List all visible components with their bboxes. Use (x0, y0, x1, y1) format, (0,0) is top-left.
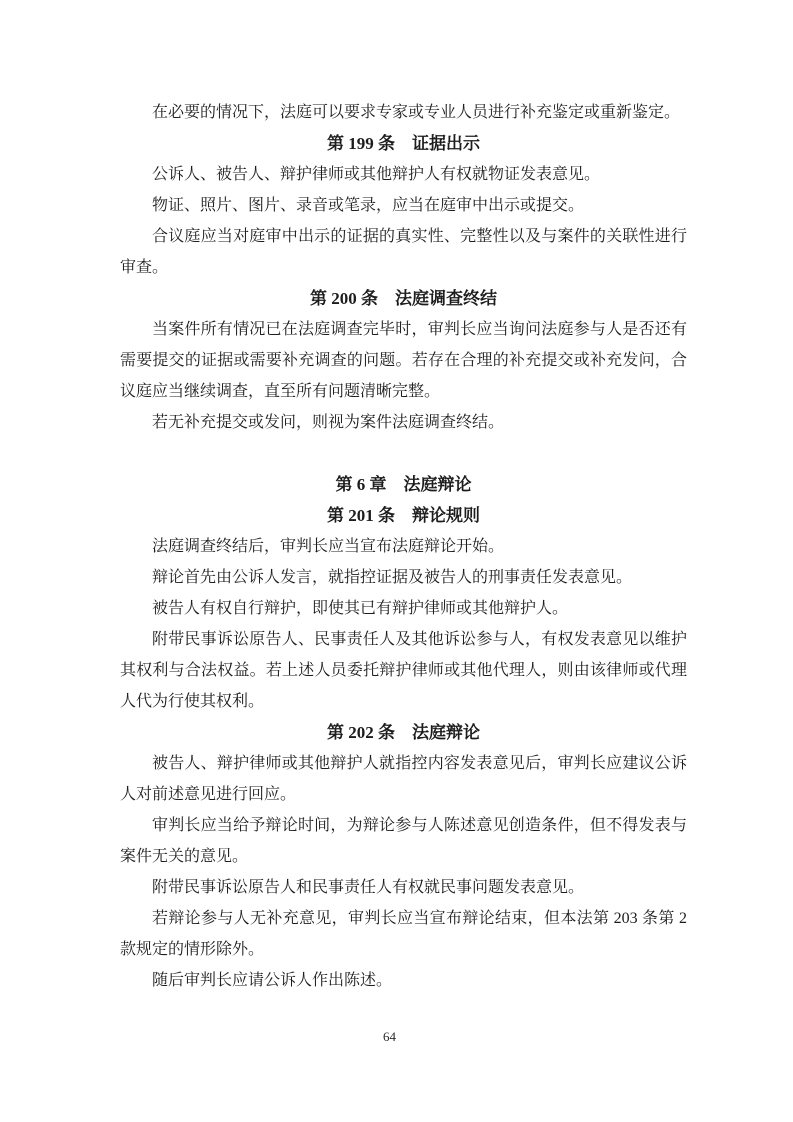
blank-line (120, 438, 687, 469)
paragraph: 附带民事诉讼原告人和民事责任人有权就民事问题发表意见。 (152, 879, 585, 896)
article-heading-199: 第 199 条 证据出示 (327, 134, 480, 153)
paragraph: 合议庭应当对庭审中出示的证据的真实性、完整性以及与案件的关联性进行审查。 (120, 228, 687, 276)
paragraph: 被告人有权自行辩护，即使其已有辩护律师或其他辩护人。 (152, 600, 569, 617)
paragraph: 在必要的情况下，法庭可以要求专家或专业人员进行补充鉴定或重新鉴定。 (152, 104, 681, 121)
page-number: 64 (383, 1029, 396, 1044)
chapter-heading-6: 第 6 章 法庭辩论 (335, 475, 472, 494)
paragraph: 辩论首先由公诉人发言，就指控证据及被告人的刑事责任发表意见。 (152, 569, 633, 586)
article-heading-202: 第 202 条 法庭辩论 (327, 723, 480, 742)
article-heading-201: 第 201 条 辩论规则 (327, 506, 480, 525)
document-body (120, 97, 687, 996)
paragraph: 当案件所有情况已在法庭调查完毕时，审判长应当询问法庭参与人是否还有需要提交的证据或需要补充调查的问题。若存在合理的补充提交或补充发问，合议庭应当继续调查，直至所有问题清晰完整。 (120, 321, 687, 400)
paragraph: 审判长应当给予辩论时间，为辩论参与人陈述意见创造条件，但不得发表与案件无关的意见。 (120, 817, 687, 865)
paragraph: 物证、照片、图片、录音或笔录，应当在庭审中出示或提交。 (152, 197, 585, 214)
paragraph: 附带民事诉讼原告人、民事责任人及其他诉讼参与人，有权发表意见以维护其权利与合法权益。若上述人员委托辩护律师或其他代理人，则由该律师或代理人代为行使其权利。 (120, 631, 687, 710)
paragraph: 若辩论参与人无补充意见，审判长应当宣布辩论结束，但本法第 203 条第 2 款规定的情形除外。 (120, 910, 687, 958)
article-heading-200: 第 200 条 法庭调查终结 (310, 289, 497, 308)
paragraph: 若无补充提交或发问，则视为案件法庭调查终结。 (152, 414, 505, 431)
paragraph: 被告人、辩护律师或其他辩护人就指控内容发表意见后，审判长应建议公诉人对前述意见进行回应。 (120, 755, 687, 803)
paragraph: 法庭调查终结后，审判长应当宣布法庭辩论开始。 (152, 538, 505, 555)
paragraph: 随后审判长应请公诉人作出陈述。 (152, 972, 393, 989)
paragraph: 公诉人、被告人、辩护律师或其他辩护人有权就物证发表意见。 (152, 166, 601, 183)
